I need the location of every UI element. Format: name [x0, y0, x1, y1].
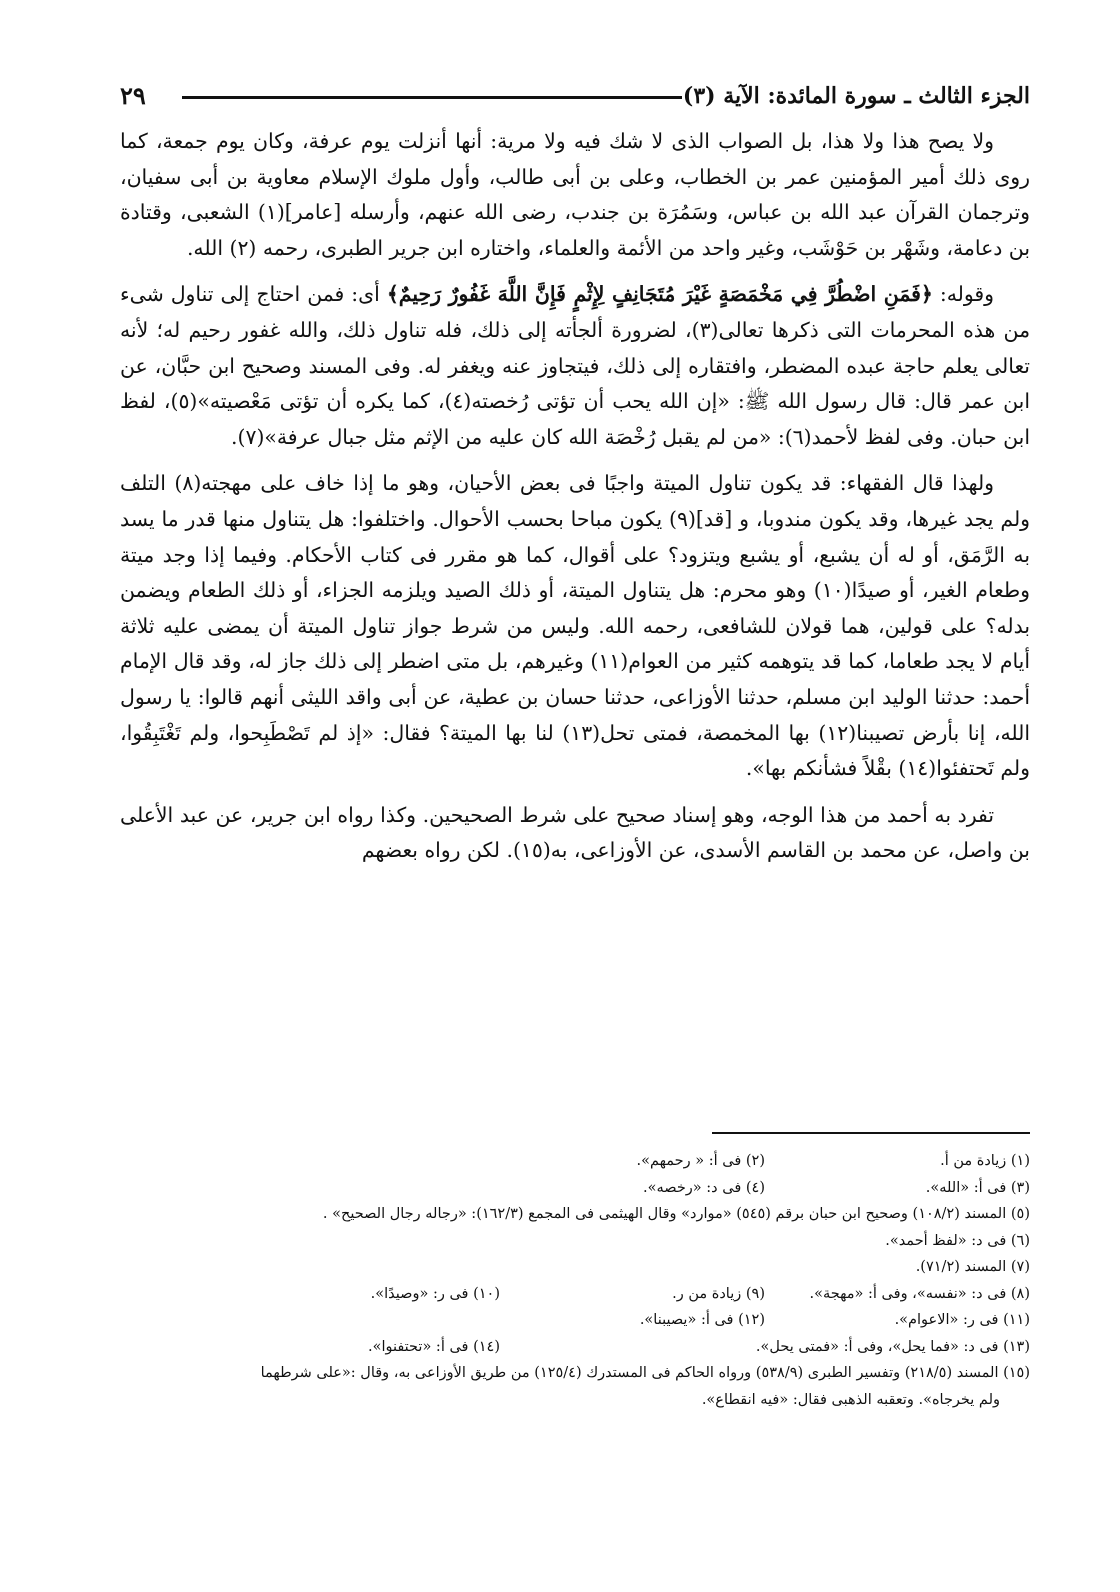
footnote-9: (٩) زيادة من ر. [672, 1285, 765, 1302]
footnote-row [100, 1228, 1030, 1255]
footnote-8: (٨) فى د: «نفسه»، وفى أ: «مهجة». [809, 1285, 1030, 1302]
paragraph-4: تفرد به أحمد من هذا الوجه، وهو إسناد صحيح على شرط الصحيحين. وكذا رواه ابن جرير، عن عبد الأعلى بن واصل، عن محمد بن القاسم الأسدى، عن الأوزاعى، به(١٥). لكن رواه بعضهم [120, 802, 1030, 863]
running-header [120, 78, 1030, 118]
footnote-11: (١١) فى ر: «الاعوام». [894, 1312, 1030, 1328]
header-rule [182, 96, 682, 99]
footnote-row [100, 1254, 1030, 1281]
footnote-row [100, 1201, 1030, 1228]
footnote-row [100, 1148, 1030, 1175]
footnote-10: (١٠) فى ر: «وصيدًا». [370, 1285, 500, 1302]
footnote-row [100, 1307, 1030, 1334]
footnote-2: (٢) فى أ: « رحمهم». [636, 1153, 765, 1169]
header-title: الجزء الثالث ـ سورة المائدة: الآية (٣) [682, 83, 1030, 109]
footnote-12: (١٢) فى أ: «يصيبنا». [639, 1312, 765, 1328]
footnote-4: (٤) فى د: «رخصه». [643, 1179, 765, 1196]
footnote-13: (١٣) فى د: «فما يحل»، وفى أ: «فمتى يحل». [755, 1338, 1030, 1355]
footnote-row [100, 1175, 1030, 1202]
footnote-rule [712, 1132, 1030, 1134]
footnote-14: (١٤) فى أ: «تحتفنوا». [367, 1338, 500, 1355]
paragraph-1: ولا يصح هذا ولا هذا، بل الصواب الذى لا شك فيه ولا مرية: أنها أنزلت يوم عرفة، وكان يوم جمعة، كما روى ذلك أمير المؤمنين عمر بن الخطاب، وعلى بن أبى طالب، وأول ملوك الإسلام معاوية بن أبى سفيان، وترجمان القرآن عبد الله بن عباس، وسَمُرَة بن جندب، رضى الله عنهم، وأرسله [عامر](١) الشعبى، وقتادة بن دعامة، وشَهْر بن حَوْشَب، وغير واحد من الأئمة والعلماء، واختاره ابن جرير الطبرى، رحمه (٢) الله. [120, 129, 1030, 260]
page-number: ٢٩ [120, 81, 146, 110]
footnote-15-continued: ولم يخرجاه». وتعقبه الذهبى فقال: «فيه انقطاع». [701, 1391, 1000, 1408]
paragraph-3: ولهذا قال الفقهاء: قد يكون تناول الميتة واجبًا فى بعض الأحيان، وهو ما إذا خاف على مهجته(٨) التلف ولم يجد غيرها، وقد يكون مندوبا، و [قد](٩) يكون مباحا بحسب الأحوال. واختلفوا: هل يتناول منها قدر ما يسد به الرَّمَق، أو له أن يشبع، أو يشبع ويتزود؟ على أقوال، كما هو مقرر فى كتاب الأحكام. وفيما إذا وجد ميتة وطعام الغير، أو صيدًا(١٠) وهو محرم: هل يتناول الميتة، أو ذلك الصيد ويلزمه الجزاء، أو ذلك الطعام ويضمن بدله؟ على قولين، هما قولان للشافعى، رحمه الله. وليس من شرط جواز تناول الميتة أن يمضى عليه ثلاثة أيام لا يجد طعاما، كما قد يتوهمه كثير من العوام(١١) وغيرهم، بل متى اضطر إلى ذلك جاز له، وقد قال الإمام أحمد: حدثنا الوليد ابن مسلم، حدثنا الأوزاعى، حدثنا حسان بن عطية، عن أبى واقد الليثى أنهم قالوا: يا رسول الله، إنا بأرض تصيبنا(١٢) بها المخمصة، فمتى تحل(١٣) لنا بها الميتة؟ فقال: «إذ لم تَصْطَبِحوا، ولم تَغْتَبِقُوا، ولم تَحتفئوا(١٤) بقْلاً فشأنكم بها». [120, 471, 1031, 781]
paragraph-2-text: أى: فمن احتاج إلى تناول شىء من هذه المحرمات التى ذكرها تعالى(٣)، لضرورة ألجأته إلى ذلك، فله تناول ذلك، والله غفور رحيم له؛ لأنه تعالى يعلم حاجة عبده المضطر، وافتقاره إلى ذلك، فيتجاوز عنه ويغفر له. وفى المسند وصحيح ابن حبَّان، عن ابن عمر قال: قال رسول الله ﷺ: «إن الله يحب أن تؤتى رُخصته(٤)، كما يكره أن تؤتى مَعْصيته»(٥)، لفظ ابن حبان. وفى لفظ لأحمد(٦): «من لم يقبل رُخْصَة الله كان عليه من الإثم مثل جبال عرفة»(٧). [120, 282, 1030, 449]
footnote-1: (١) زيادة من أ. [940, 1153, 1030, 1169]
main-text [120, 124, 1030, 880]
footnotes [100, 1148, 1030, 1413]
footnote-6: (٦) فى د: «لفظ أحمد». [885, 1232, 1030, 1249]
paragraph-2-lead: وقوله: [932, 282, 994, 307]
footnote-row [100, 1334, 1030, 1361]
footnote-row [100, 1360, 1030, 1387]
footnote-7: (٧) المسند (٧١/٢). [915, 1259, 1030, 1275]
footnote-15: (١٥) المسند (٢١٨/٥) وتفسير الطبرى (٥٣٨/٩) ورواه الحاكم فى المستدرك (١٢٥/٤) من طريق الأوزاعى به، وقال :«على شرطهما [260, 1365, 1030, 1381]
footnote-row [100, 1387, 1030, 1414]
paragraph-2 [120, 277, 1030, 455]
footnote-3: (٣) فى أ: «الله». [925, 1179, 1030, 1196]
footnote-row [100, 1281, 1030, 1308]
footnote-5: (٥) المسند (١٠٨/٢) وصحيح ابن حبان برقم (٥٤٥) «موارد» وقال الهيثمى فى المجمع (١٦٢/٣): «رجاله رجال الصحيح» . [322, 1206, 1030, 1222]
quran-verse: ﴿فَمَنِ اضْطُرَّ فِي مَخْمَصَةٍ غَيْرَ مُتَجَانِفٍ لِإِثْمٍ فَإِنَّ اللَّهَ غَفُورٌ رَحِيمٌ﴾ [386, 282, 933, 307]
